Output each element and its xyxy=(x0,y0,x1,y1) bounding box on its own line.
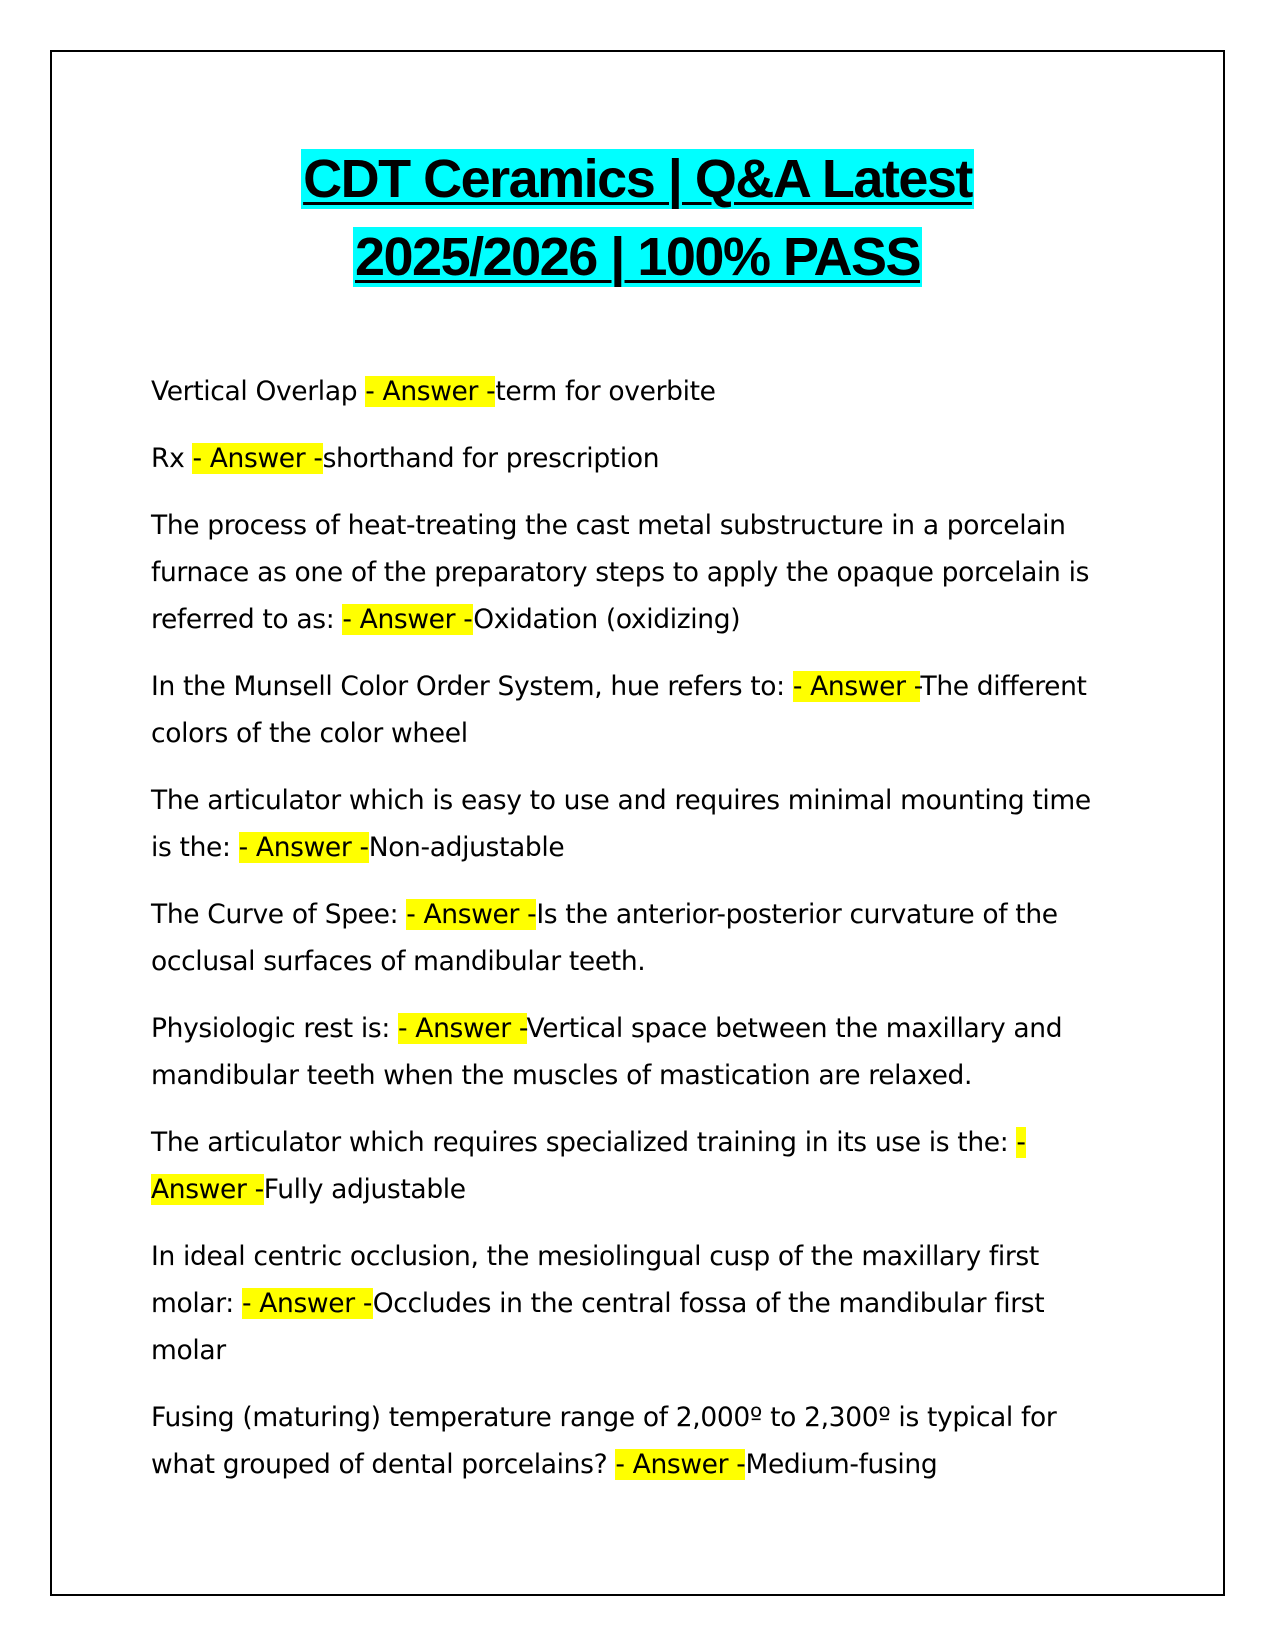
answer-marker: - Answer - xyxy=(151,1127,1026,1205)
answer-marker: - Answer - xyxy=(398,1013,527,1044)
question-text: Physiologic rest is: xyxy=(151,1013,399,1044)
qa-item xyxy=(151,891,1111,985)
answer-marker: - Answer - xyxy=(192,443,323,474)
question-text: Rx xyxy=(151,443,193,474)
question-text: The Curve of Spee: xyxy=(151,899,407,930)
qa-item xyxy=(151,1119,1111,1213)
answer-text: term for overbite xyxy=(495,376,716,407)
question-text: The articulator which is easy to use and requires minimal mounting time is the: xyxy=(151,785,1091,863)
question-text: In the Munsell Color Order System, hue refers to: xyxy=(151,671,793,702)
question-text: In ideal centric occlusion, the mesiolingual cusp of the maxillary first molar: xyxy=(151,1241,1039,1319)
answer-marker: - Answer - xyxy=(241,1288,373,1319)
title-line-1: CDT Ceramics | Q&A Latest xyxy=(303,149,972,209)
answer-text: Non-adjustable xyxy=(368,832,565,863)
question-text: Vertical Overlap xyxy=(151,376,366,407)
answer-text: Medium-fusing xyxy=(745,1449,938,1480)
answer-text: Oxidation (oxidizing) xyxy=(473,604,741,635)
question-text: The articulator which requires specialized training in its use is the: xyxy=(151,1127,1017,1158)
qa-item xyxy=(151,777,1111,871)
qa-item xyxy=(151,663,1111,757)
answer-text: The different colors of the color wheel xyxy=(151,671,1087,749)
qa-item xyxy=(151,368,1111,415)
qa-item xyxy=(151,1005,1111,1099)
answer-text: shorthand for prescription xyxy=(322,443,660,474)
title-line-2: 2025/2026 | 100% PASS xyxy=(354,227,921,287)
answer-text: Is the anterior-posterior curvature of the occlusal surfaces of mandibular teeth. xyxy=(151,899,1058,977)
qa-item xyxy=(151,1394,1111,1488)
question-text: The process of heat-treating the cast metal substructure in a porcelain furnace as one of the preparatory steps to apply the opaque porcelain is referred to as: xyxy=(151,510,1090,635)
answer-text: Vertical space between the maxillary and mandibular teeth when the muscles of mastication are relaxed. xyxy=(151,1013,1063,1091)
qa-item xyxy=(151,502,1111,643)
answer-marker: - Answer - xyxy=(365,376,496,407)
answer-text: Fully adjustable xyxy=(263,1174,466,1205)
answer-marker: - Answer - xyxy=(792,671,921,702)
qa-item xyxy=(151,1233,1111,1374)
answer-marker: - Answer - xyxy=(342,604,474,635)
answer-marker: - Answer - xyxy=(615,1449,746,1480)
answer-marker: - Answer - xyxy=(406,899,537,930)
document-title xyxy=(50,140,1225,296)
answer-marker: - Answer - xyxy=(238,832,369,863)
qa-item xyxy=(151,435,1111,482)
answer-text: Occludes in the central fossa of the mandibular first molar xyxy=(151,1288,1045,1366)
question-text: Fusing (maturing) temperature range of 2,000º to 2,300º is typical for what grouped of dental porcelains? xyxy=(151,1402,1057,1480)
qa-list xyxy=(151,368,1111,1508)
